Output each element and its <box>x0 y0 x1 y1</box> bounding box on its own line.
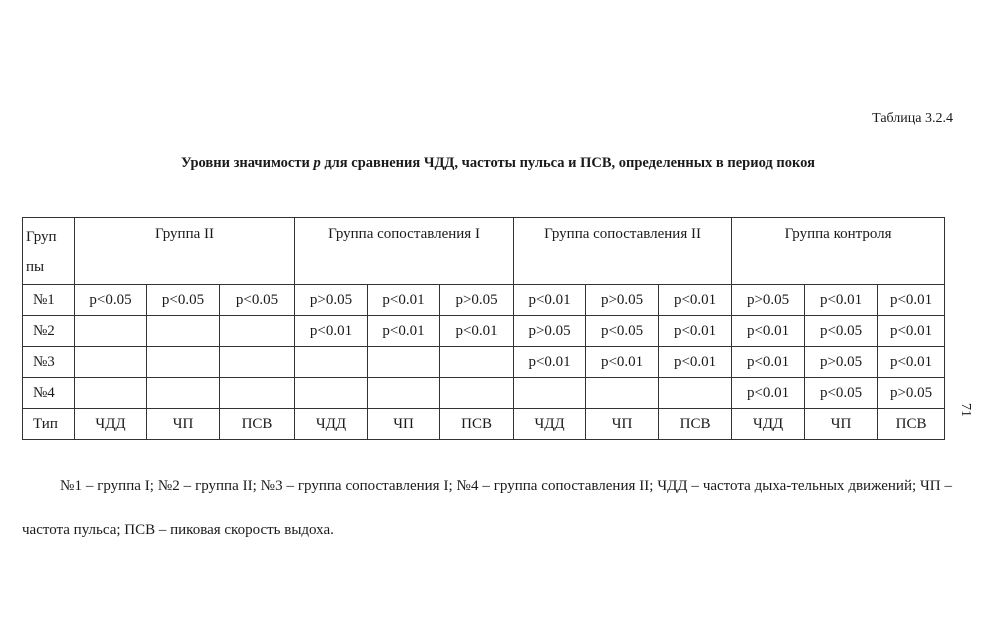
table-cell: p<0.05 <box>220 285 295 316</box>
title-end: для сравнения ЧДД, частоты пульса и ПСВ, определенных в период покоя <box>320 155 815 171</box>
table-cell <box>220 316 295 347</box>
table-cell <box>147 378 220 409</box>
table-cell: p<0.01 <box>878 347 945 378</box>
corner-line-2: пы <box>26 259 45 275</box>
table-cell <box>440 378 514 409</box>
table-cell: p>0.05 <box>878 378 945 409</box>
table-cell: p<0.01 <box>659 347 732 378</box>
table-cell <box>440 347 514 378</box>
table-cell: p<0.05 <box>147 285 220 316</box>
table-cell: p<0.01 <box>514 347 586 378</box>
group-header-comparison-i: Группа сопоставления I <box>295 218 514 285</box>
corner-line-1: Груп <box>26 229 57 245</box>
table-cell <box>75 378 147 409</box>
type-cell: ЧДД <box>732 409 805 440</box>
table-cell: p<0.01 <box>514 285 586 316</box>
group-header-control: Группа контроля <box>732 218 945 285</box>
type-cell: ЧП <box>586 409 659 440</box>
title-start: Уровни значимости <box>181 155 314 171</box>
group-header-ii: Группа II <box>75 218 295 285</box>
table-cell <box>368 378 440 409</box>
type-cell: ЧДД <box>295 409 368 440</box>
table-cell: p<0.01 <box>805 285 878 316</box>
row-label: Тип <box>23 409 75 440</box>
table-cell <box>368 347 440 378</box>
table-cell: p<0.01 <box>440 316 514 347</box>
table-cell <box>220 347 295 378</box>
table-cell: p<0.01 <box>878 316 945 347</box>
type-cell: ЧДД <box>75 409 147 440</box>
row-label: №3 <box>23 347 75 378</box>
table-number: Таблица 3.2.4 <box>872 111 953 126</box>
table-cell <box>295 378 368 409</box>
table-cell: p<0.01 <box>368 285 440 316</box>
table-cell: p<0.01 <box>878 285 945 316</box>
row-label: №1 <box>23 285 75 316</box>
row-label: №2 <box>23 316 75 347</box>
table-cell: p<0.01 <box>732 316 805 347</box>
table-cell: p>0.05 <box>732 285 805 316</box>
table-cell: p<0.05 <box>75 285 147 316</box>
table-cell: p>0.05 <box>440 285 514 316</box>
significance-table <box>22 217 945 440</box>
table-cell <box>295 347 368 378</box>
table-cell <box>147 347 220 378</box>
table-cell: p<0.05 <box>805 316 878 347</box>
row-label: №4 <box>23 378 75 409</box>
table-cell: p<0.01 <box>586 347 659 378</box>
type-cell: ЧП <box>805 409 878 440</box>
table-cell <box>514 378 586 409</box>
table-cell: p<0.01 <box>368 316 440 347</box>
table-cell: p>0.05 <box>514 316 586 347</box>
type-cell: ПСВ <box>220 409 295 440</box>
table-row <box>23 378 945 409</box>
table-cell <box>220 378 295 409</box>
table-cell: p<0.05 <box>586 316 659 347</box>
table-cell: p>0.05 <box>295 285 368 316</box>
type-row <box>23 409 945 440</box>
table-cell <box>75 347 147 378</box>
table-cell: p<0.01 <box>295 316 368 347</box>
type-cell: ЧДД <box>514 409 586 440</box>
table-cell: p<0.01 <box>659 285 732 316</box>
header-row <box>23 218 945 285</box>
table-cell: p<0.01 <box>659 316 732 347</box>
table-cell <box>147 316 220 347</box>
table-cell: p>0.05 <box>805 347 878 378</box>
table-cell: p<0.05 <box>805 378 878 409</box>
table-cell: p>0.05 <box>586 285 659 316</box>
table-legend: №1 – группа I; №2 – группа II; №3 – группа сопоставления I; №4 – группа сопоставления II; ЧДД – частота дыха-тельных движений; ЧП – частота пульса; ПСВ – пиковая скорость выдоха. <box>22 478 952 538</box>
type-cell: ЧП <box>147 409 220 440</box>
type-cell: ПСВ <box>659 409 732 440</box>
table-cell <box>586 378 659 409</box>
page-number: 71 <box>958 403 973 417</box>
table-row <box>23 347 945 378</box>
table-title <box>0 155 996 172</box>
table-cell: p<0.01 <box>732 347 805 378</box>
type-cell: ПСВ <box>440 409 514 440</box>
group-header-comparison-ii: Группа сопоставления II <box>514 218 732 285</box>
table-row <box>23 285 945 316</box>
corner-header <box>23 218 75 285</box>
type-cell: ЧП <box>368 409 440 440</box>
table-cell <box>659 378 732 409</box>
table-cell: p<0.01 <box>732 378 805 409</box>
table-row <box>23 316 945 347</box>
title-p-variable: p <box>313 155 321 171</box>
table-cell <box>75 316 147 347</box>
type-cell: ПСВ <box>878 409 945 440</box>
